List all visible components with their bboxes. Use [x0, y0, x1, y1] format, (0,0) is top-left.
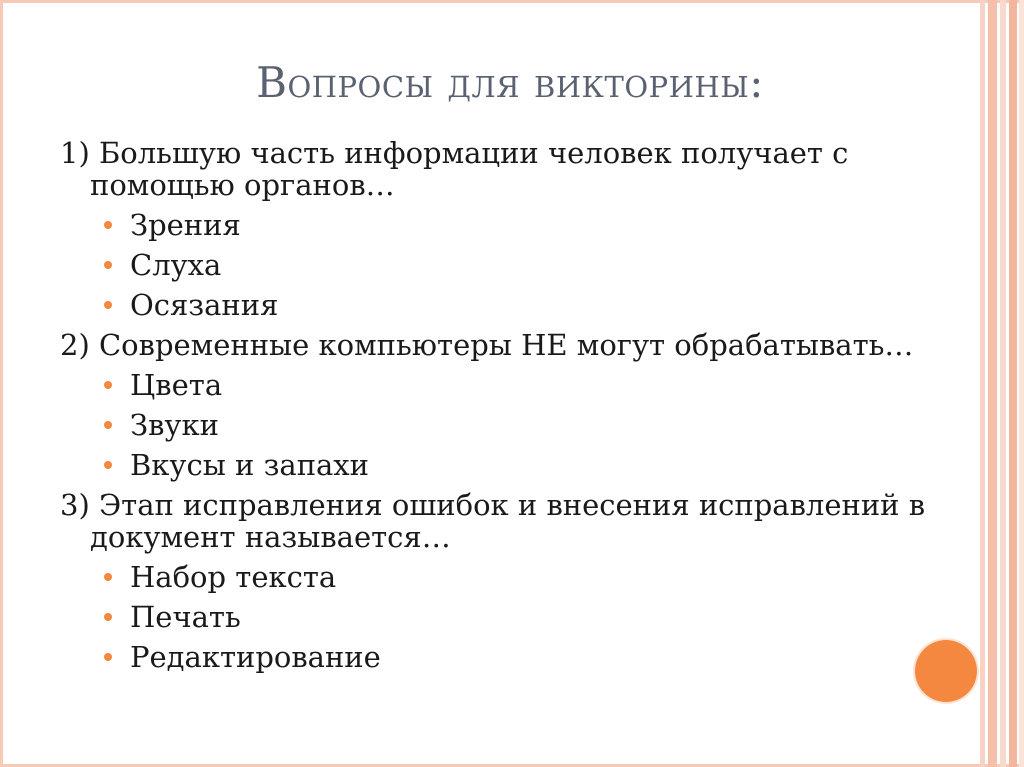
- answer-label: Редактирование: [130, 640, 381, 674]
- answer-label: Цвета: [130, 368, 223, 402]
- answer-item: [60, 641, 940, 673]
- decorative-stripe: [980, 0, 985, 767]
- answer-label: Звуки: [130, 408, 219, 442]
- answer-label: Зрения: [130, 208, 241, 242]
- bullet-icon: [104, 301, 112, 309]
- answer-item: [60, 409, 940, 441]
- frame-left-border: [0, 0, 3, 767]
- answer-item: [60, 249, 940, 281]
- question-3: 3) Этап исправления ошибок и внесения исправлений в документ называется…: [60, 488, 926, 554]
- answer-list-1: [60, 209, 940, 321]
- answer-list-2: [60, 369, 940, 481]
- slide-content: [60, 137, 940, 681]
- decorative-stripe: [988, 0, 997, 767]
- answer-item: [60, 561, 940, 593]
- answer-label: Вкусы и запахи: [130, 448, 369, 482]
- bullet-icon: [104, 653, 112, 661]
- decorative-stripe: [1009, 0, 1017, 767]
- answer-label: Печать: [130, 600, 241, 634]
- answer-label: Набор текста: [130, 560, 337, 594]
- answer-item: [60, 369, 940, 401]
- bullet-icon: [104, 261, 112, 269]
- decorative-stripe: [1000, 0, 1006, 767]
- answer-item: [60, 289, 940, 321]
- bullet-icon: [104, 421, 112, 429]
- question-2: 2) Современные компьютеры НЕ могут обрабатывать…: [60, 328, 914, 362]
- bullet-icon: [104, 221, 112, 229]
- answer-label: Слуха: [130, 248, 222, 282]
- frame-top-border: [0, 0, 1024, 3]
- slide-title: Вопросы для викторины:: [256, 58, 764, 107]
- bullet-icon: [104, 613, 112, 621]
- answer-label: Осязания: [130, 288, 279, 322]
- question-1: 1) Большую часть информации человек получает с помощью органов…: [60, 136, 849, 202]
- bullet-icon: [104, 381, 112, 389]
- answer-item: [60, 209, 940, 241]
- bullet-icon: [104, 573, 112, 581]
- decorative-stripe: [1019, 0, 1024, 767]
- bullet-icon: [104, 461, 112, 469]
- answer-item: [60, 601, 940, 633]
- answer-list-3: [60, 561, 940, 673]
- answer-item: [60, 449, 940, 481]
